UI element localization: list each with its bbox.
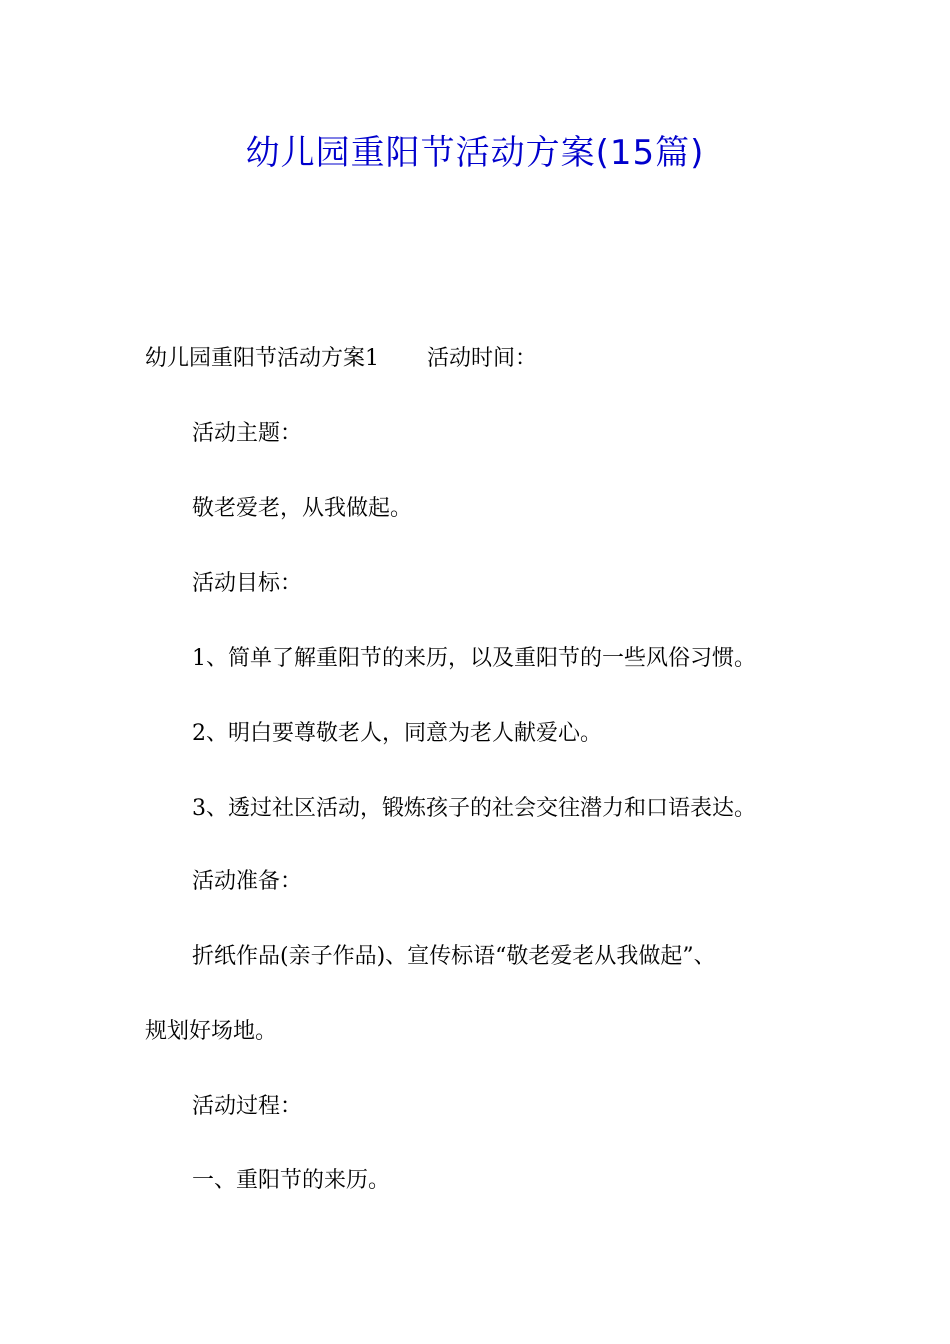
paragraph-step-1: 一、重阳节的来历。	[192, 1168, 391, 1193]
paragraph-goal-1: 1、简单了解重阳节的来历，以及重阳节的一些风俗习惯。	[192, 646, 756, 671]
activity-time-label: 活动时间：	[427, 346, 538, 371]
paragraph-prep-continued: 规划好场地。	[145, 1019, 278, 1044]
paragraph-goals-label: 活动目标：	[192, 571, 303, 596]
document-title: 幼儿园重阳节活动方案(15篇)	[245, 133, 705, 173]
section-heading-line	[145, 344, 537, 374]
paragraph-theme: 敬老爱老，从我做起。	[192, 496, 413, 521]
paragraph-prep: 折纸作品(亲子作品)、宣传标语“敬老爱老从我做起”、	[192, 944, 716, 969]
paragraph-theme-label: 活动主题：	[192, 421, 303, 446]
section-heading: 幼儿园重阳节活动方案1	[145, 346, 379, 371]
paragraph-goal-2: 2、明白要尊敬老人，同意为老人献爱心。	[192, 721, 602, 746]
paragraph-goal-3: 3、透过社区活动，锻炼孩子的社会交往潜力和口语表达。	[192, 796, 756, 821]
paragraph-prep-label: 活动准备：	[192, 869, 303, 894]
paragraph-process-label: 活动过程：	[192, 1094, 303, 1119]
